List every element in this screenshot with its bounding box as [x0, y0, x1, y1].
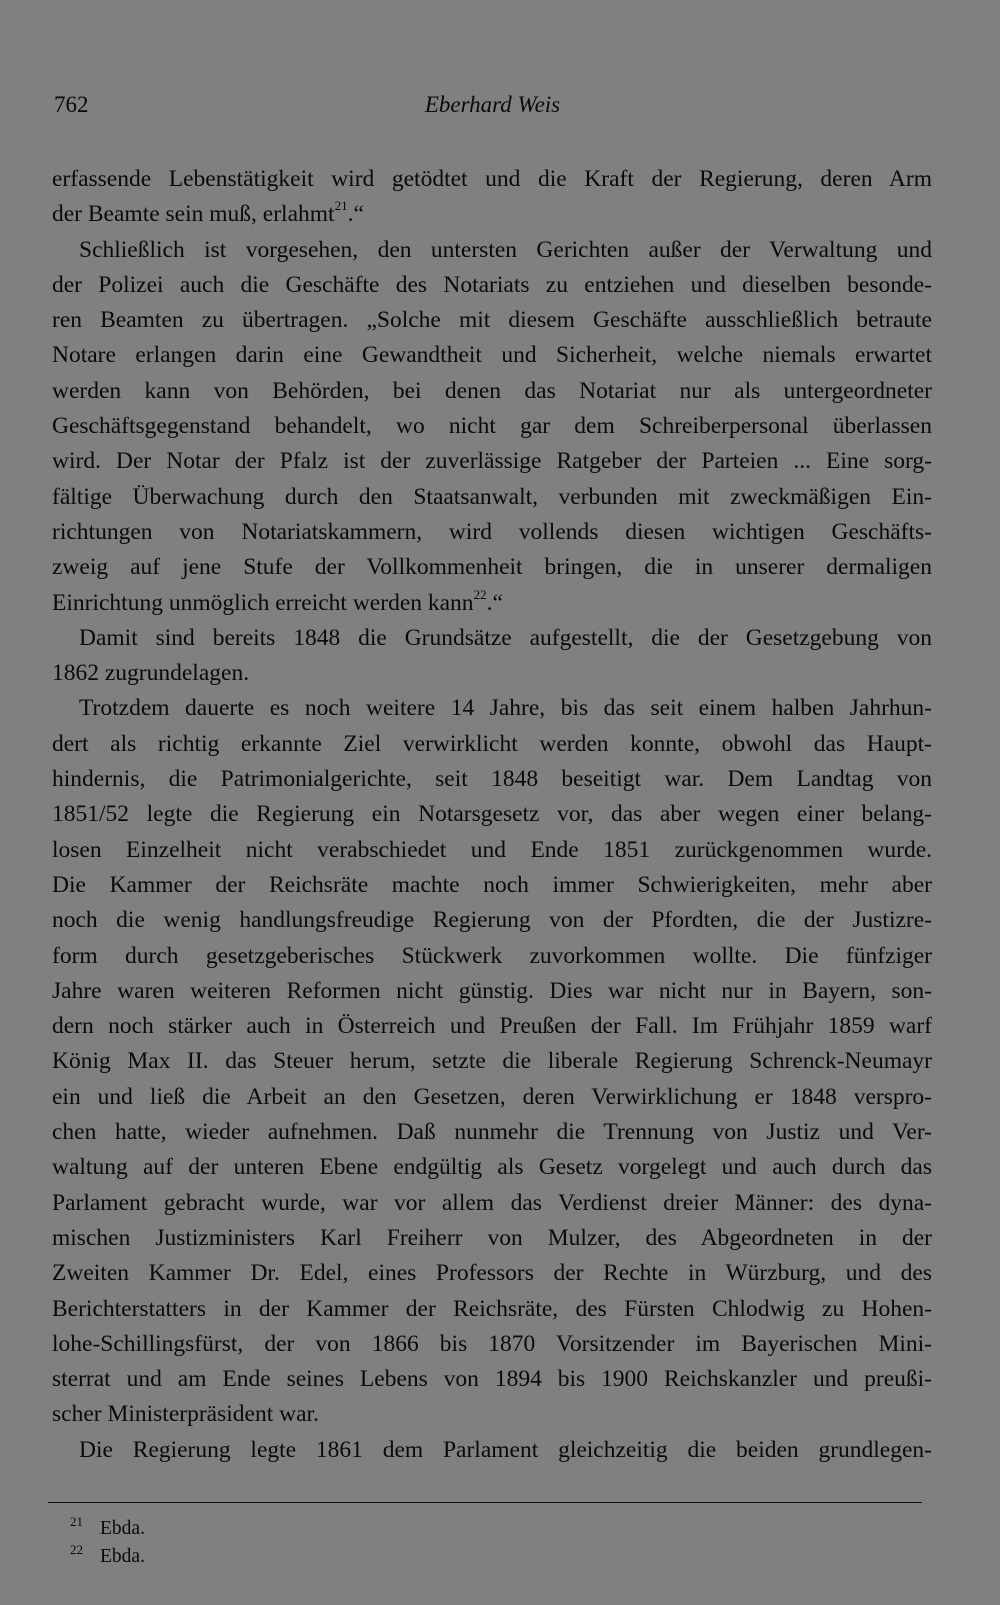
text-line: Geschäftsgegenstand behandelt, wo nicht gar dem Schreiberpersonal überlassen: [52, 413, 932, 440]
text-line: Parlament gebracht wurde, war vor allem das Verdienst dreier Männer: des dyna-: [52, 1189, 932, 1216]
text-line: Jahre waren weiteren Reformen nicht günstig. Dies war nicht nur in Bayern, son-: [52, 977, 932, 1004]
text-line: dern noch stärker auch in Österreich und Preußen der Fall. Im Frühjahr 1859 warf: [52, 1013, 932, 1040]
text-line: Die Regierung legte 1861 dem Parlament gleichzeitig die beiden grundlegen-: [79, 1436, 932, 1463]
footnote: 22 Ebda.: [70, 1542, 145, 1567]
footnote: 21 Ebda.: [70, 1514, 145, 1539]
quote-close: .“: [486, 589, 503, 616]
text-line: Zweiten Kammer Dr. Edel, eines Professors der Rechte in Würzburg, und des: [52, 1260, 932, 1287]
text-line: sterrat und am Ende seines Lebens von 1894 bis 1900 Reichskanzler und preußi-: [52, 1366, 932, 1393]
page-number: 762: [54, 92, 89, 117]
text-line: ren Beamten zu übertragen. „Solche mit diesem Geschäfte ausschließlich betraute: [52, 307, 932, 334]
text-line: lohe-Schillingsfürst, der von 1866 bis 1870 Vorsitzender im Bayerischen Mini-: [52, 1330, 932, 1357]
text-line: Notare erlangen darin eine Gewandtheit und Sicherheit, welche niemals erwartet: [52, 342, 932, 369]
text-line: [52, 197, 932, 232]
footnote-reference: 22: [473, 586, 487, 602]
text-line: richtungen von Notariatskammern, wird vollends diesen wichtigen Geschäfts-: [52, 518, 932, 545]
text-line: hindernis, die Patrimonialgerichte, seit 1848 beseitigt war. Dem Landtag von: [52, 766, 932, 793]
text-line: scher Ministerpräsident war.: [52, 1401, 319, 1428]
text-line: Damit sind bereits 1848 die Grundsätze aufgestellt, die der Gesetzgebung von: [79, 624, 932, 651]
text-line: chen hatte, wieder aufnehmen. Daß nunmehr die Trennung von Justiz und Ver-: [52, 1119, 932, 1146]
text-line: Trotzdem dauerte es noch weitere 14 Jahre, bis das seit einem halben Jahrhun-: [79, 695, 932, 722]
text-line-content: der Beamte sein muß, erlahmt: [52, 201, 335, 228]
footnote-text: Ebda.: [100, 1518, 145, 1539]
footnote-text: Ebda.: [100, 1546, 145, 1567]
running-head: Eberhard Weis: [424, 92, 561, 117]
text-line: losen Einzelheit nicht verabschiedet und Ende 1851 zurückgenommen wurde.: [52, 836, 932, 863]
text-line: Berichterstatters in der Kammer der Reichsräte, des Fürsten Chlodwig zu Hohen-: [52, 1295, 932, 1322]
text-line: noch die wenig handlungsfreudige Regierung von der Pfordten, die der Justizre-: [52, 907, 932, 934]
text-line: form durch gesetzgeberisches Stückwerk zuvorkommen wollte. Die fünfziger: [52, 942, 932, 969]
text-line: 1862 zugrundelagen.: [52, 660, 250, 687]
quote-close: .“: [347, 201, 364, 228]
text-line: fältige Überwachung durch den Staatsanwalt, verbunden mit zweckmäßigen Ein-: [52, 483, 932, 510]
page-header: [54, 92, 931, 126]
text-line: ein und ließ die Arbeit an den Gesetzen, deren Verwirklichung er 1848 verspro-: [52, 1083, 932, 1110]
footnotes: [70, 1515, 145, 1571]
text-line: mischen Justizministers Karl Freiherr von Mulzer, des Abgeordneten in der: [52, 1224, 932, 1251]
text-line: der Polizei auch die Geschäfte des Notariats zu entziehen und dieselben besonde-: [52, 271, 932, 298]
text-line: waltung auf der unteren Ebene endgültig als Gesetz vorgelegt und auch durch das: [52, 1154, 932, 1181]
footnote-reference: 21: [334, 198, 348, 214]
text-line: Schließlich ist vorgesehen, den untersten Gerichten außer der Verwaltung und: [79, 236, 932, 263]
text-line: wird. Der Notar der Pfalz ist der zuverlässige Ratgeber der Parteien ... Eine sorg-: [52, 448, 932, 475]
text-line: dert als richtig erkannte Ziel verwirklicht werden konnte, obwohl das Haupt-: [52, 730, 932, 757]
text-line-content: Einrichtung unmöglich erreicht werden kann: [52, 589, 474, 616]
text-line: 1851/52 legte die Regierung ein Notarsgesetz vor, das aber wegen einer belang-: [52, 801, 932, 828]
text-line: Die Kammer der Reichsräte machte noch immer Schwierigkeiten, mehr aber: [52, 871, 932, 898]
text-line: zweig auf jene Stufe der Vollkommenheit bringen, die in unserer dermaligen: [52, 554, 932, 581]
text-line: werden kann von Behörden, bei denen das Notariat nur als untergeordneter: [52, 377, 932, 404]
footnote-divider: [48, 1502, 922, 1503]
body-text: [52, 162, 932, 1468]
text-line: erfassende Lebenstätigkeit wird getödtet und die Kraft der Regierung, deren Arm: [52, 166, 932, 192]
text-line: König Max II. das Steuer herum, setzte die liberale Regierung Schrenck-Neumayr: [52, 1048, 932, 1075]
text-line: [52, 586, 932, 621]
